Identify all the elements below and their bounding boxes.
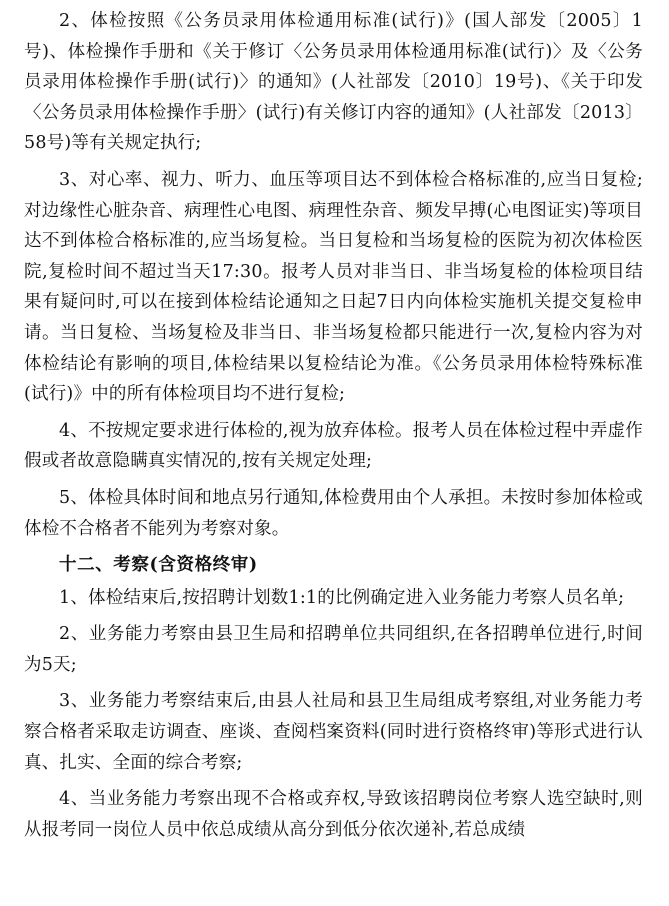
- paragraph-physical-exam-standards: 2、体检按照《公务员录用体检通用标准(试行)》(国人部发〔2005〕1号)、体检操作手册和《关于修订〈公务员录用体检通用标准(试行)〉及〈公务员录用体检操作手册(试行)〉的通知》(人社部发〔2010〕19号)、《关于印发〈公务员录用体检操作手册〉(试行)有关修订内容的通知》(人社部发〔2013〕58号)等有关规定执行;: [24, 11, 643, 154]
- paragraph-exam-time-cost: 5、体检具体时间和地点另行通知,体检费用由个人承担。未按时参加体检或体检不合格者不能列为考察对象。: [24, 487, 643, 539]
- paragraph-comprehensive-assessment: 3、业务能力考察结束后,由县人社局和县卫生局组成考察组,对业务能力考察合格者采取走访调查、座谈、查阅档案资料(同时进行资格终审)等形式进行认真、扎实、全面的综合考察;: [24, 691, 643, 773]
- paragraph-vacancy-replacement: 4、当业务能力考察出现不合格或弃权,导致该招聘岗位考察人选空缺时,则从报考同一岗位人员中依总成绩从高分到低分依次递补,若总成绩: [24, 789, 643, 840]
- paragraph-recheck-rules: 3、对心率、视力、听力、血压等项目达不到体检合格标准的,应当日复检;对边缘性心脏杂音、病理性心电图、病理性杂音、频发早搏(心电图证实)等项目达不到体检合格标准的,应当场复检。当日复检和当场复检的医院为初次体检医院,复检时间不超过当天17:30。报考人员对非当日、非当场复检的体检项目结果有疑问时,可以在接到体检结论通知之日起7日内向体检实施机关提交复检申请。当日复检、当场复检及非当日、非当场复检都只能进行一次,复检内容为对体检结论有影响的项目,体检结果以复检结论为准。《公务员录用体检特殊标准(试行)》中的所有体检项目均不进行复检;: [24, 169, 643, 405]
- section-heading-assessment: 十二、考察(含资格终审): [59, 555, 258, 576]
- paragraph-assessment-organization: 2、业务能力考察由县卫生局和招聘单位共同组织,在各招聘单位进行,时间为5天;: [24, 624, 643, 675]
- paragraph-exam-noncompliance: 4、不按规定要求进行体检的,视为放弃体检。报考人员在体检过程中弄虚作假或者故意隐瞒真实情况的,按有关规定处理;: [24, 420, 643, 472]
- paragraph-assessment-list: 1、体检结束后,按招聘计划数1:1的比例确定进入业务能力考察人员名单;: [59, 587, 625, 608]
